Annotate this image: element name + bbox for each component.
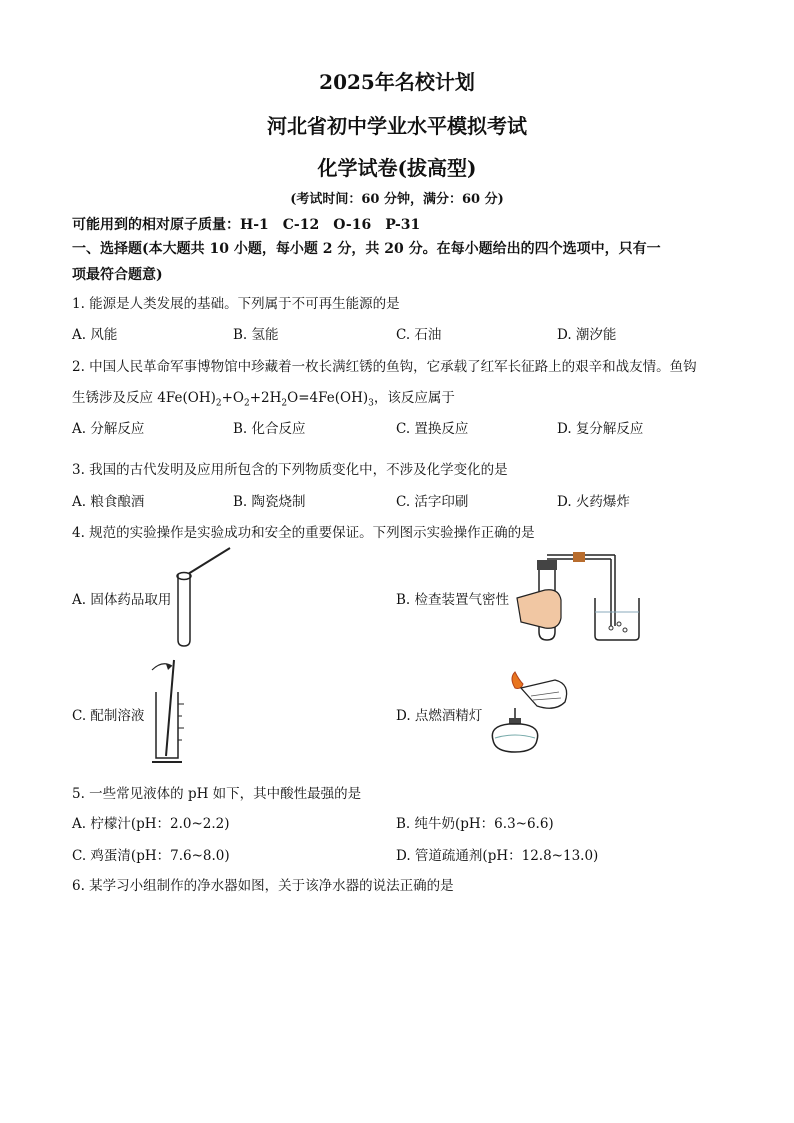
q4-option-b: B. 检查装置气密性 bbox=[396, 592, 510, 608]
q1-option-a: A. 风能 bbox=[72, 327, 118, 343]
q1-option-c: C. 石油 bbox=[396, 327, 442, 343]
q1-stem: 1. 能源是人类发展的基础。下列属于不可再生能源的是 bbox=[72, 296, 400, 312]
q2-option-d: D. 复分解反应 bbox=[557, 421, 644, 437]
q1-option-b: B. 氢能 bbox=[233, 327, 279, 343]
airtightness-check-illustration bbox=[515, 548, 650, 644]
q5-stem: 5. 一些常见液体的 pH 如下，其中酸性最强的是 bbox=[72, 786, 362, 802]
q3-option-d: D. 火药爆炸 bbox=[557, 494, 630, 510]
q2-option-a: A. 分解反应 bbox=[72, 421, 145, 437]
graduated-cylinder-illustration bbox=[148, 656, 196, 768]
q1-option-d: D. 潮汐能 bbox=[557, 327, 617, 343]
q5-option-c: C. 鸡蛋清(pH：7.6~8.0) bbox=[72, 848, 230, 864]
q3-option-a: A. 粮食酿酒 bbox=[72, 494, 145, 510]
q5-option-d: D. 管道疏通剂(pH：12.8~13.0) bbox=[396, 848, 599, 864]
alcohol-lamp-illustration bbox=[485, 670, 580, 756]
q5-option-a: A. 柠檬汁(pH：2.0~2.2) bbox=[72, 816, 230, 832]
q2-stem-line2: 生锈涉及反应 $4Fe(OH)_2+O_2+2H_2O=4Fe(OH)_3$，该反应属于 bbox=[72, 390, 455, 409]
q2-option-c: C. 置换反应 bbox=[396, 421, 469, 437]
q4-option-a: A. 固体药品取用 bbox=[72, 592, 172, 608]
solid-reagent-spoon-illustration bbox=[170, 544, 240, 648]
exam-info: (考试时间：60 分钟，满分：60 分) bbox=[290, 192, 504, 207]
exam-title-line3: 化学试卷(拔高型) bbox=[317, 156, 477, 180]
q3-option-c: C. 活字印刷 bbox=[396, 494, 469, 510]
section1-heading-line2: 项最符合题意) bbox=[72, 267, 163, 283]
q2-option-b: B. 化合反应 bbox=[233, 421, 306, 437]
q2-stem-line1: 2. 中国人民革命军事博物馆中珍藏着一枚长满红锈的鱼钩，它承载了红军长征路上的艰辛和战友情。鱼钩 bbox=[72, 359, 697, 375]
atomic-masses: 可能用到的相对原子质量：H-1 C-12 O-16 P-31 bbox=[72, 217, 421, 233]
q6-stem: 6. 某学习小组制作的净水器如图，关于该净水器的说法正确的是 bbox=[72, 878, 454, 894]
q4-stem: 4. 规范的实验操作是实验成功和安全的重要保证。下列图示实验操作正确的是 bbox=[72, 525, 535, 541]
exam-title-line1: 2025年名校计划 bbox=[319, 70, 475, 94]
section1-heading-line1: 一、选择题(本大题共 10 小题，每小题 2 分，共 20 分。在每小题给出的四个选项中，只有一 bbox=[72, 241, 661, 257]
q3-stem: 3. 我国的古代发明及应用所包含的下列物质变化中，不涉及化学变化的是 bbox=[72, 462, 508, 478]
exam-title-line2: 河北省初中学业水平模拟考试 bbox=[267, 114, 527, 138]
q4-option-d: D. 点燃酒精灯 bbox=[396, 708, 483, 724]
q4-option-c: C. 配制溶液 bbox=[72, 708, 145, 724]
q3-option-b: B. 陶瓷烧制 bbox=[233, 494, 306, 510]
q5-option-b: B. 纯牛奶(pH：6.3~6.6) bbox=[396, 816, 554, 832]
